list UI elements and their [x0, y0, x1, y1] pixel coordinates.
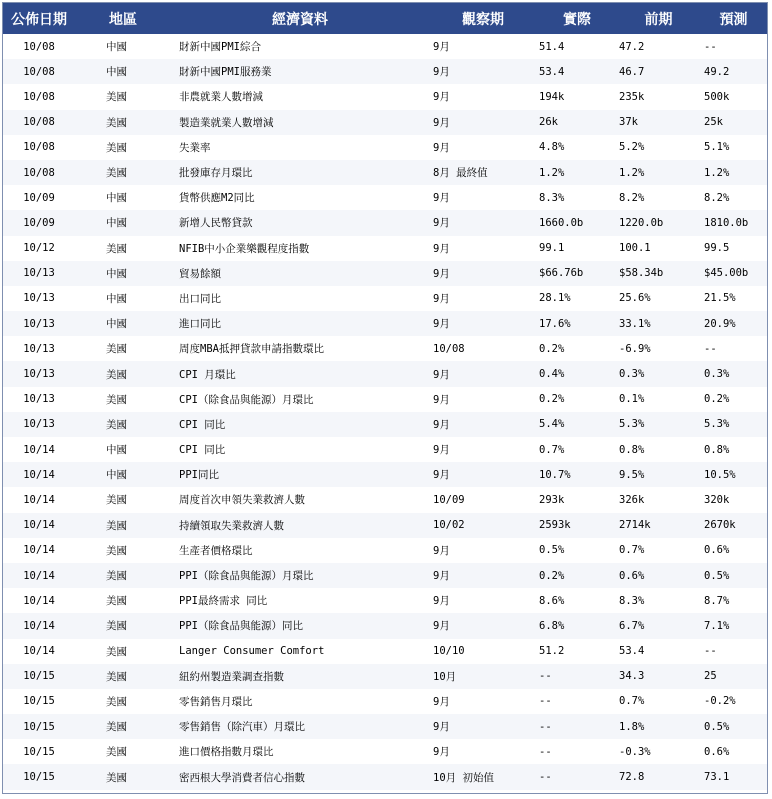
- table-row: [3, 588, 767, 613]
- table-row: [3, 714, 767, 739]
- cell-date: 10/12: [23, 242, 55, 255]
- cell-previous: 0.7%: [619, 544, 645, 557]
- cell-previous: 0.1%: [619, 393, 645, 406]
- table-row: [3, 462, 767, 487]
- cell-forecast: 0.8%: [704, 443, 730, 456]
- cell-region: 美國: [106, 670, 127, 683]
- cell-item: 零售銷售月環比: [179, 695, 253, 708]
- cell-date: 10/14: [23, 443, 55, 456]
- table-row: [3, 110, 767, 135]
- table-row: [3, 487, 767, 512]
- cell-date: 10/13: [23, 368, 55, 381]
- table-row: [3, 437, 767, 462]
- cell-date: 10/08: [23, 116, 55, 129]
- cell-actual: 1.2%: [539, 166, 565, 179]
- cell-item: 財新中國PMI服務業: [179, 66, 272, 79]
- cell-item: PPI（除食品與能源）月環比: [179, 570, 314, 583]
- table-row: [3, 59, 767, 84]
- cell-date: 10/13: [23, 418, 55, 431]
- cell-period: 9月: [433, 595, 450, 608]
- cell-region: 美國: [106, 771, 127, 784]
- cell-period: 9月: [433, 292, 450, 305]
- cell-date: 10/13: [23, 292, 55, 305]
- cell-actual: 5.4%: [539, 418, 565, 431]
- cell-forecast: 49.2: [704, 65, 730, 78]
- cell-date: 10/14: [23, 645, 55, 658]
- cell-previous: 34.3: [619, 670, 645, 683]
- cell-previous: 46.7: [619, 65, 645, 78]
- cell-previous: 8.2%: [619, 191, 645, 204]
- economic-calendar-sheet: [2, 2, 768, 794]
- cell-region: 美國: [106, 695, 127, 708]
- cell-forecast: 7.1%: [704, 619, 730, 632]
- cell-item: 出口同比: [179, 292, 221, 305]
- cell-region: 美國: [106, 242, 127, 255]
- cell-region: 美國: [106, 393, 127, 406]
- cell-actual: $66.76b: [539, 267, 584, 280]
- cell-period: 10/09: [433, 493, 465, 506]
- cell-item: 新增人民幣貸款: [179, 217, 253, 230]
- cell-date: 10/08: [23, 166, 55, 179]
- cell-actual: 26k: [539, 116, 558, 129]
- table-row: [3, 236, 767, 261]
- cell-region: 美國: [106, 494, 127, 507]
- cell-region: 美國: [106, 645, 127, 658]
- cell-period: 10/08: [433, 342, 465, 355]
- cell-period: 8月 最終值: [433, 167, 488, 180]
- cell-date: 10/13: [23, 393, 55, 406]
- header-period: 觀察期: [462, 11, 504, 28]
- cell-item: 周度首次申領失業救濟人數: [179, 494, 305, 507]
- cell-item: PPI（除食品與能源）同比: [179, 620, 303, 633]
- header-date: 公佈日期: [11, 11, 67, 28]
- cell-region: 美國: [106, 595, 127, 608]
- cell-forecast: 25: [704, 670, 717, 683]
- cell-forecast: 1810.0b: [704, 216, 749, 229]
- table-row: [3, 513, 767, 538]
- cell-previous: 53.4: [619, 645, 645, 658]
- table-row: [3, 210, 767, 235]
- cell-region: 中國: [106, 267, 127, 280]
- cell-item: Langer Consumer Comfort: [179, 645, 325, 658]
- cell-item: 進口同比: [179, 318, 221, 331]
- cell-actual: --: [539, 670, 552, 683]
- cell-actual: 8.6%: [539, 594, 565, 607]
- cell-region: 美國: [106, 746, 127, 759]
- cell-date: 10/13: [23, 267, 55, 280]
- cell-period: 9月: [433, 116, 450, 129]
- cell-region: 美國: [106, 570, 127, 583]
- cell-actual: 0.2%: [539, 342, 565, 355]
- cell-forecast: 1.2%: [704, 166, 730, 179]
- cell-forecast: 2670k: [704, 519, 736, 532]
- cell-forecast: 8.2%: [704, 191, 730, 204]
- cell-item: 貨幣供應M2同比: [179, 192, 255, 205]
- cell-period: 9月: [433, 418, 450, 431]
- cell-previous: 1220.0b: [619, 216, 664, 229]
- cell-previous: 72.8: [619, 771, 645, 784]
- cell-item: 批發庫存月環比: [179, 167, 253, 180]
- cell-forecast: 5.3%: [704, 418, 730, 431]
- cell-previous: 0.6%: [619, 569, 645, 582]
- cell-region: 中國: [106, 292, 127, 305]
- cell-actual: 10.7%: [539, 468, 571, 481]
- cell-forecast: 8.7%: [704, 594, 730, 607]
- cell-previous: 235k: [619, 90, 645, 103]
- cell-previous: 5.3%: [619, 418, 645, 431]
- table-row: [3, 563, 767, 588]
- cell-date: 10/13: [23, 342, 55, 355]
- cell-item: NFIB中小企業樂觀程度指數: [179, 242, 310, 255]
- cell-region: 美國: [106, 368, 127, 381]
- cell-forecast: 0.6%: [704, 544, 730, 557]
- cell-forecast: --: [704, 645, 717, 658]
- cell-period: 10/10: [433, 645, 465, 658]
- cell-period: 9月: [433, 41, 450, 54]
- cell-actual: --: [539, 745, 552, 758]
- cell-actual: 4.8%: [539, 141, 565, 154]
- cell-date: 10/09: [23, 191, 55, 204]
- cell-item: 密西根大學消費者信心指數: [179, 771, 305, 784]
- cell-actual: 0.2%: [539, 393, 565, 406]
- cell-date: 10/14: [23, 619, 55, 632]
- cell-previous: 33.1%: [619, 317, 651, 330]
- cell-region: 美國: [106, 167, 127, 180]
- cell-actual: 17.6%: [539, 317, 571, 330]
- cell-region: 美國: [106, 519, 127, 532]
- cell-previous: 1.8%: [619, 720, 645, 733]
- cell-item: 失業率: [179, 141, 211, 154]
- table-row: [3, 361, 767, 386]
- cell-item: 進口價格指數月環比: [179, 746, 274, 759]
- cell-forecast: --: [704, 40, 717, 53]
- cell-region: 中國: [106, 41, 127, 54]
- cell-region: 美國: [106, 141, 127, 154]
- table-header-row: [3, 3, 767, 34]
- cell-date: 10/14: [23, 468, 55, 481]
- cell-item: CPI（除食品與能源）月環比: [179, 393, 314, 406]
- cell-period: 9月: [433, 141, 450, 154]
- cell-period: 9月: [433, 217, 450, 230]
- cell-period: 9月: [433, 318, 450, 331]
- cell-forecast: 0.6%: [704, 745, 730, 758]
- cell-previous: 5.2%: [619, 141, 645, 154]
- cell-item: CPI 同比: [179, 418, 226, 431]
- cell-forecast: 0.5%: [704, 720, 730, 733]
- cell-period: 9月: [433, 469, 450, 482]
- cell-period: 9月: [433, 570, 450, 583]
- header-item: 經濟資料: [272, 11, 328, 28]
- cell-forecast: 73.1: [704, 771, 730, 784]
- table-row: [3, 538, 767, 563]
- cell-previous: 1.2%: [619, 166, 645, 179]
- cell-date: 10/13: [23, 317, 55, 330]
- cell-forecast: 99.5: [704, 242, 730, 255]
- cell-period: 9月: [433, 620, 450, 633]
- cell-actual: 293k: [539, 493, 565, 506]
- table-body: [3, 34, 767, 790]
- table-row: [3, 639, 767, 664]
- cell-actual: 28.1%: [539, 292, 571, 305]
- cell-previous: 6.7%: [619, 619, 645, 632]
- cell-period: 10月: [433, 670, 457, 683]
- cell-actual: 99.1: [539, 242, 565, 255]
- cell-actual: 51.2: [539, 645, 565, 658]
- cell-forecast: 0.2%: [704, 393, 730, 406]
- cell-region: 美國: [106, 91, 127, 104]
- table-row: [3, 613, 767, 638]
- cell-item: PPI最終需求 同比: [179, 595, 268, 608]
- table-row: [3, 689, 767, 714]
- cell-previous: 8.3%: [619, 594, 645, 607]
- cell-period: 9月: [433, 544, 450, 557]
- table-row: [3, 84, 767, 109]
- cell-region: 美國: [106, 544, 127, 557]
- cell-item: CPI 月環比: [179, 368, 236, 381]
- cell-date: 10/08: [23, 90, 55, 103]
- table-row: [3, 160, 767, 185]
- cell-forecast: 320k: [704, 493, 730, 506]
- cell-date: 10/15: [23, 695, 55, 708]
- cell-period: 10/02: [433, 519, 465, 532]
- cell-actual: 6.8%: [539, 619, 565, 632]
- cell-date: 10/15: [23, 670, 55, 683]
- cell-previous: -6.9%: [619, 342, 651, 355]
- cell-forecast: 0.3%: [704, 368, 730, 381]
- cell-previous: -0.3%: [619, 745, 651, 758]
- cell-period: 9月: [433, 721, 450, 734]
- cell-previous: 326k: [619, 493, 645, 506]
- cell-actual: 0.5%: [539, 544, 565, 557]
- cell-actual: 51.4: [539, 40, 565, 53]
- cell-item: 周度MBA抵押貸款申請指數環比: [179, 343, 324, 356]
- cell-forecast: $45.00b: [704, 267, 749, 280]
- table-row: [3, 286, 767, 311]
- cell-date: 10/14: [23, 594, 55, 607]
- cell-date: 10/15: [23, 745, 55, 758]
- table-row: [3, 135, 767, 160]
- cell-date: 10/14: [23, 519, 55, 532]
- cell-forecast: --: [704, 342, 717, 355]
- cell-region: 中國: [106, 469, 127, 482]
- cell-forecast: 10.5%: [704, 468, 736, 481]
- cell-region: 中國: [106, 318, 127, 331]
- table-row: [3, 336, 767, 361]
- cell-actual: 194k: [539, 90, 565, 103]
- table-row: [3, 311, 767, 336]
- cell-period: 9月: [433, 368, 450, 381]
- cell-forecast: -0.2%: [704, 695, 736, 708]
- cell-forecast: 0.5%: [704, 569, 730, 582]
- cell-actual: 0.4%: [539, 368, 565, 381]
- table-row: [3, 261, 767, 286]
- table-row: [3, 387, 767, 412]
- cell-region: 美國: [106, 116, 127, 129]
- cell-actual: --: [539, 771, 552, 784]
- cell-region: 美國: [106, 418, 127, 431]
- cell-forecast: 5.1%: [704, 141, 730, 154]
- cell-actual: --: [539, 695, 552, 708]
- cell-region: 美國: [106, 620, 127, 633]
- cell-item: 持續領取失業救濟人數: [179, 519, 284, 532]
- cell-actual: 53.4: [539, 65, 565, 78]
- table-row: [3, 412, 767, 437]
- cell-previous: 9.5%: [619, 468, 645, 481]
- cell-previous: $58.34b: [619, 267, 664, 280]
- cell-region: 美國: [106, 343, 127, 356]
- table-row: [3, 185, 767, 210]
- header-previous: 前期: [644, 11, 673, 28]
- cell-item: 財新中國PMI綜合: [179, 41, 261, 54]
- cell-region: 中國: [106, 217, 127, 230]
- cell-period: 9月: [433, 66, 450, 79]
- header-actual: 實際: [563, 11, 591, 28]
- cell-region: 美國: [106, 721, 127, 734]
- cell-item: 貿易餘額: [179, 267, 221, 280]
- cell-date: 10/09: [23, 216, 55, 229]
- cell-previous: 2714k: [619, 519, 651, 532]
- cell-period: 9月: [433, 444, 450, 457]
- cell-previous: 37k: [619, 116, 638, 129]
- cell-date: 10/15: [23, 771, 55, 784]
- table-row: [3, 34, 767, 59]
- cell-region: 中國: [106, 192, 127, 205]
- cell-date: 10/14: [23, 569, 55, 582]
- cell-item: 生產者價格環比: [179, 544, 253, 557]
- economic-data-table: [3, 3, 767, 790]
- header-region: 地區: [109, 11, 137, 28]
- cell-date: 10/14: [23, 544, 55, 557]
- cell-forecast: 21.5%: [704, 292, 736, 305]
- cell-period: 9月: [433, 242, 450, 255]
- cell-date: 10/15: [23, 720, 55, 733]
- cell-date: 10/08: [23, 65, 55, 78]
- cell-item: 製造業就業人數增減: [179, 116, 274, 129]
- header-forecast: 預測: [719, 11, 748, 28]
- cell-forecast: 500k: [704, 90, 730, 103]
- cell-region: 中國: [106, 66, 127, 79]
- table-row: [3, 764, 767, 789]
- table-row: [3, 739, 767, 764]
- cell-item: 零售銷售（除汽車）月環比: [179, 721, 305, 734]
- cell-previous: 0.3%: [619, 368, 645, 381]
- cell-item: 非農就業人數增減: [179, 91, 263, 104]
- cell-forecast: 20.9%: [704, 317, 736, 330]
- cell-actual: 0.7%: [539, 443, 565, 456]
- cell-date: 10/14: [23, 493, 55, 506]
- cell-period: 9月: [433, 267, 450, 280]
- cell-item: CPI 同比: [179, 444, 226, 457]
- cell-period: 9月: [433, 393, 450, 406]
- cell-actual: 8.3%: [539, 191, 565, 204]
- cell-item: 紐約州製造業調查指數: [179, 670, 284, 683]
- cell-previous: 0.8%: [619, 443, 645, 456]
- cell-actual: 2593k: [539, 519, 571, 532]
- cell-period: 10月 初始值: [433, 771, 494, 784]
- cell-actual: --: [539, 720, 552, 733]
- cell-date: 10/08: [23, 40, 55, 53]
- cell-previous: 25.6%: [619, 292, 651, 305]
- cell-previous: 47.2: [619, 40, 645, 53]
- cell-item: PPI同比: [179, 469, 219, 482]
- cell-region: 中國: [106, 444, 127, 457]
- table-row: [3, 664, 767, 689]
- cell-actual: 1660.0b: [539, 216, 584, 229]
- cell-actual: 0.2%: [539, 569, 565, 582]
- cell-previous: 100.1: [619, 242, 651, 255]
- cell-date: 10/08: [23, 141, 55, 154]
- cell-period: 9月: [433, 192, 450, 205]
- cell-period: 9月: [433, 746, 450, 759]
- cell-previous: 0.7%: [619, 695, 645, 708]
- cell-period: 9月: [433, 695, 450, 708]
- cell-period: 9月: [433, 91, 450, 104]
- cell-forecast: 25k: [704, 116, 723, 129]
